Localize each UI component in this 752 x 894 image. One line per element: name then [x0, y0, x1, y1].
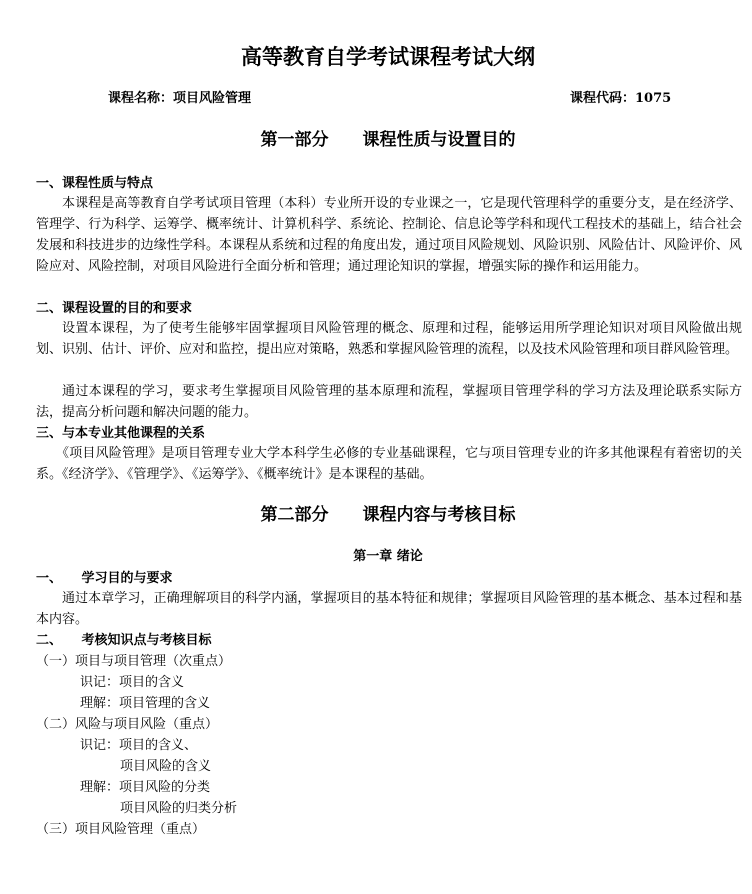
- course-name: 课程名称：项目风险管理: [108, 91, 252, 106]
- knowledge-item: 理解：项目管理的含义: [80, 696, 211, 711]
- section-text-nature: 本课程是高等教育自学考试项目管理（本科）专业所开设的专业课之一，它是现代管理科学的重要分支，是在经济学、管理学、行为科学、运筹学、概率统计、计算机科学、系统论、控制论、信息论等学科和现代工程技术的基础上，结合社会发展和科技进步的边缘性学科。本课程从系统和过程的角度出发，通过项目风险规划、风险识别、风险估计、风险评价、风险应对、风险控制，对项目风险进行全面分析和管理；通过理论知识的掌握，增强实际的操作和运用能力。: [36, 196, 742, 274]
- section-heading-relations: 三、与本专业其他课程的关系: [36, 426, 206, 441]
- objectives-text: 通过本章学习，正确理解项目的科学内涵，掌握项目的基本特征和规律；掌握项目风险管理的基本概念、基本过程和基本内容。: [36, 591, 742, 627]
- section-heading-nature: 一、课程性质与特点: [36, 176, 154, 191]
- knowledge-item: 项目风险的含义: [120, 759, 212, 774]
- knowledge-points-heading: 二、 考核知识点与考核目标: [36, 633, 212, 648]
- part-two-heading: 第二部分 课程内容与考核目标: [260, 505, 516, 525]
- knowledge-item: （三）项目风险管理（重点）: [36, 822, 206, 837]
- section-heading-purpose: 二、课程设置的目的和要求: [36, 301, 193, 316]
- knowledge-item: （二）风险与项目风险（重点）: [36, 717, 219, 732]
- part-one-heading: 第一部分 课程性质与设置目的: [260, 130, 516, 150]
- document-title: 高等教育自学考试课程考试大纲: [241, 44, 535, 69]
- objectives-heading: 一、 学习目的与要求: [36, 571, 173, 586]
- section-text-relations: 《项目风险管理》是项目管理专业大学本科学生必修的专业基础课程，它与项目管理专业的许多其他课程有着密切的关系。《经济学》、《管理学》、《运筹学》、《概率统计》是本课程的基础。: [36, 446, 742, 482]
- knowledge-item: 理解：项目风险的分类: [80, 780, 211, 795]
- knowledge-item: 识记：项目的含义: [80, 675, 185, 690]
- section-text-purpose-1: 设置本课程，为了使考生能够牢固掌握项目风险管理的概念、原理和过程，能够运用所学理论知识对项目风险做出规划、识别、估计、评价、应对和监控，提出应对策略，熟悉和掌握风险管理的流程，以及技术风险管理和项目群风险管理。: [36, 321, 742, 357]
- chapter-one-heading: 第一章 绪论: [353, 549, 423, 564]
- knowledge-item: 识记：项目的含义、: [80, 738, 198, 753]
- knowledge-item: 项目风险的归类分析: [120, 801, 238, 816]
- knowledge-item: （一）项目与项目管理（次重点）: [36, 654, 232, 669]
- course-code: 课程代码：1075: [570, 91, 672, 106]
- section-text-purpose-2: 通过本课程的学习，要求考生掌握项目风险管理的基本原理和流程，掌握项目管理学科的学习方法及理论联系实际方法，提高分析问题和解决问题的能力。: [36, 384, 742, 420]
